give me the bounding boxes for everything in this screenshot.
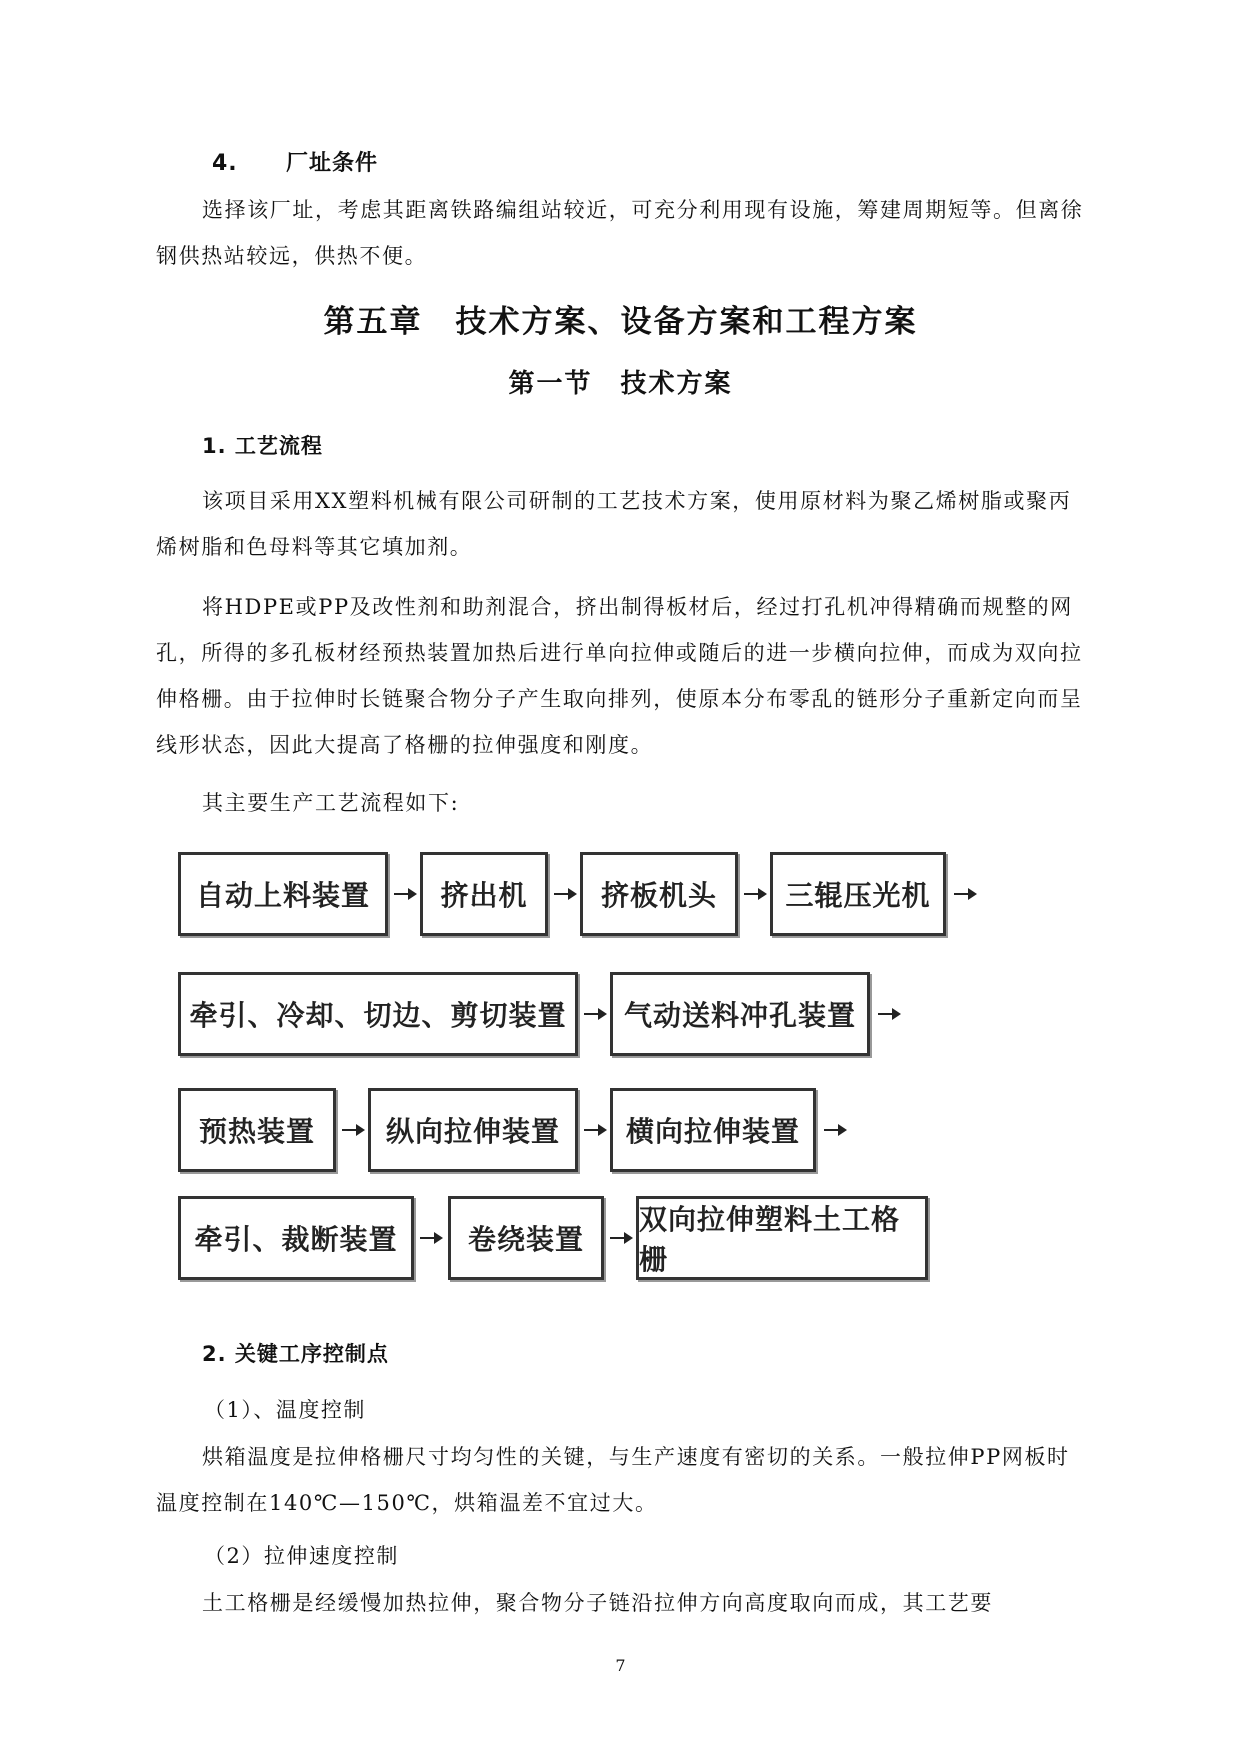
section-title: 第一节 技术方案 (508, 369, 733, 399)
paragraph-flow-intro: 其主要生产工艺流程如下: (202, 791, 460, 815)
subheading-temperature-control: （1）、温度控制 (204, 1398, 366, 1422)
flow-box-traction-cutting: 牵引、裁断装置 (178, 1196, 414, 1280)
page-number: 7 (615, 1656, 626, 1675)
chapter-title: 第五章 技术方案、设备方案和工程方案 (323, 304, 918, 340)
arrow-right-icon (824, 1120, 848, 1140)
heading-site-conditions (212, 146, 378, 177)
arrow-right-icon (554, 884, 578, 904)
heading-key-control-points: 2. 关键工序控制点 (202, 1342, 389, 1366)
heading-number: 4. (212, 151, 238, 176)
flow-box-transverse-stretching: 横向拉伸装置 (610, 1088, 816, 1172)
flow-box-three-roll-calender: 三辊压光机 (770, 852, 946, 936)
arrow-right-icon (394, 884, 418, 904)
flow-box-winding: 卷绕装置 (448, 1196, 604, 1280)
arrow-right-icon (610, 1228, 634, 1248)
flow-box-longitudinal-stretching: 纵向拉伸装置 (368, 1088, 578, 1172)
arrow-right-icon (584, 1004, 608, 1024)
paragraph-speed: 土工格栅是经缓慢加热拉伸，聚合物分子链沿拉伸方向高度取向而成，其工艺要 (202, 1591, 993, 1615)
flow-box-traction-cooling-cutting: 牵引、冷却、切边、剪切装置 (178, 972, 578, 1056)
paragraph-materials: 该项目采用XX塑料机械有限公司研制的工艺技术方案，使用原材料为聚乙烯树脂或聚丙烯树脂和色母料等其它填加剂。 (156, 489, 1072, 559)
arrow-right-icon (420, 1228, 444, 1248)
heading-title: 厂址条件 (286, 151, 379, 176)
subheading-stretching-speed: （2）拉伸速度控制 (204, 1544, 399, 1568)
flow-box-sheet-die: 挤板机头 (580, 852, 738, 936)
flow-box-pneumatic-punching: 气动送料冲孔装置 (610, 972, 870, 1056)
heading-process-flow: 1. 工艺流程 (202, 434, 323, 458)
arrow-right-icon (878, 1004, 902, 1024)
arrow-right-icon (954, 884, 978, 904)
flow-box-biaxial-geogrid: 双向拉伸塑料土工格栅 (636, 1196, 928, 1280)
flow-box-auto-feeding: 自动上料装置 (178, 852, 388, 936)
arrow-right-icon (744, 884, 768, 904)
paragraph-temperature: 烘箱温度是拉伸格栅尺寸均匀性的关键，与生产速度有密切的关系。一般拉伸PP网板时温度控制在140℃—150℃，烘箱温差不宜过大。 (156, 1445, 1070, 1515)
paragraph-process: 将HDPE或PP及改性剂和助剂混合，挤出制得板材后，经过打孔机冲得精确而规整的网孔，所得的多孔板材经预热装置加热后进行单向拉伸或随后的进一步横向拉伸，而成为双向拉伸格栅。由于拉伸时长链聚合物分子产生取向排列，使原本分布零乱的链形分子重新定向而呈线形状态，因此大提高了格栅的拉伸强度和刚度。 (156, 595, 1083, 757)
flow-box-preheating: 预热装置 (178, 1088, 336, 1172)
flow-box-extruder: 挤出机 (420, 852, 548, 936)
paragraph-site: 选择该厂址，考虑其距离铁路编组站较近，可充分利用现有设施，筹建周期短等。但离徐钢供热站较远，供热不便。 (156, 198, 1084, 268)
arrow-right-icon (342, 1120, 366, 1140)
arrow-right-icon (584, 1120, 608, 1140)
